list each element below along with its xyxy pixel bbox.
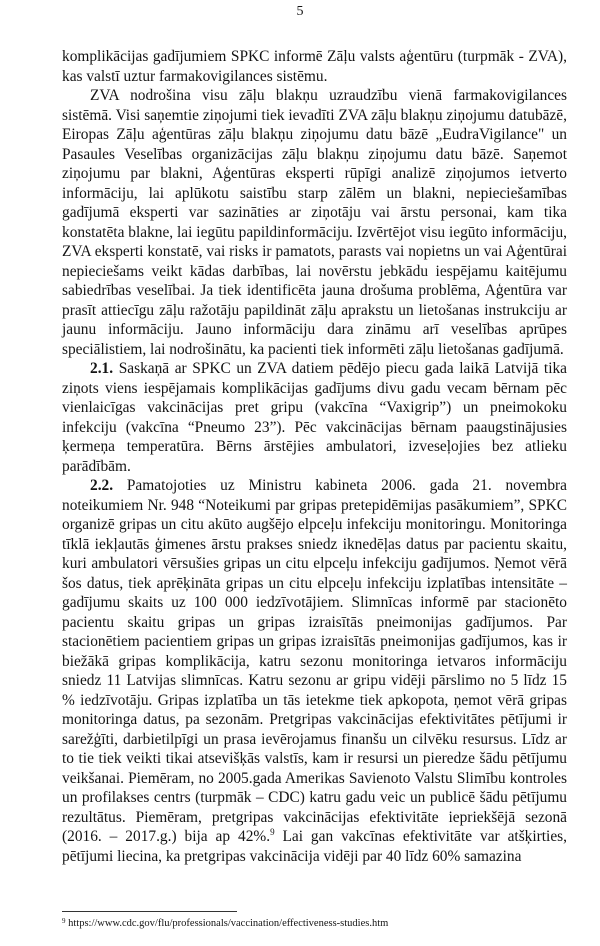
paragraph-2-1-text: Saskaņā ar SPKC un ZVA datiem pēdējo piecu gada laikā Latvijā tika ziņots viens iespējamais komplikācijas gadījums divu gadu vecam bērnam pēc vienlaicīgas vakcinācijas pret gripu (vakcīna “Vaxigrip”) un pneimokoku infekciju (vakcīna “Pneumo 23”). Pēc vakcinācijas bērnam paaugstinājusies ķermeņa temperatūra. Bērns ārstējies ambulatori, izveseļojies bez atlieku parādībām.: [62, 360, 567, 475]
footnote-url[interactable]: https://www.cdc.gov/flu/professionals/vaccination/effectiveness-studies.htm: [65, 918, 389, 929]
paragraph-2-2: [62, 476, 567, 866]
footnote-mark: 9: [62, 917, 66, 925]
paragraph-2: ZVA nodrošina visu zāļu blakņu uzraudzību vienā farmakovigilances sistēmā. Visi saņemtie ziņojumi tiek ievadīti ZVA zāļu blakņu ziņojumu datubāzē, Eiropas Zāļu aģentūras zāļu blakņu ziņojumu datu bāzē „EudraVigilance" un Pasaules Veselības organizācijas zāļu blakņu ziņojumu datu bāzē. Saņemot ziņojumu par blakni, Aģentūras eksperti rūpīgi analizē ziņojumos ietverto informāciju, lai aplūkotu saistību starp zālēm un blakni, nepieciešamības gadījumā eksperti var sazināties ar ziņotāju vai ārstu personai, kam tika konstatēta blakne, lai iegūtu papildinformāciju. Izvērtējot visu iegūto informāciju, ZVA eksperti konstatē, vai risks ir pamatots, parasts vai nopietns un vai Aģentūrai nepieciešams veikt kādas darbības, lai novērstu jebkādu iespējamu kaitējumu sabiedrības veselībai. Ja tiek identificēta jauna drošuma problēma, Aģentūra var prasīt attiecīgu zāļu ražotāju papildināt zāļu aprakstu un lietošanas instrukciju ar jaunu informāciju. Jauno informāciju dara zināmu arī veselības aprūpes speciālistiem, lai nodrošinātu, ka pacienti tiek informēti zāļu lietošanas gadījumā.: [62, 87, 567, 358]
section-number-2-2: 2.2.: [90, 477, 114, 494]
paragraph-2-2-text: Pamatojoties uz Ministru kabineta 2006. gada 21. novembra noteikumiem Nr. 948 “Noteikumi par gripas pretepidēmijas pasākumiem”, SPKC organizē gripas un citu akūto augšējo elpceļu infekciju monitoringu. Monitoringa tīklā iekļautās ģimenes ārstu prakses sniedz iknedēļas datus par pacientu skaitu, kuri ambulatori vērsušies gripas un citu elpceļu infekciju gadījumos. Ņemot vērā šos datus, tiek aprēķināta gripas un citu elpceļu infekciju izplatības intensitāte – gadījumu skaits uz 100 000 iedzīvotājiem. Slimnīcas informē par stacionēto pacientu skaitu gripas un gripas izraisītās pneimonijas gadījumos. Par stacionētiem pacientiem gripas un gripas izraisītās pneimonijas gadījumos, kas ir biežākā gripas komplikācija, katru sezonu monitoringa ietvaros informāciju sniedz 11 Latvijas slimnīcas. Katru sezonu ar gripu vidēji pārslimo no 5 līdz 15 % iedzīvotāju. Gripas izplatība un tās ietekme tiek apkopota, ņemot vērā gripas monitoringa datus, pa sezonām. Pretgripas vakcinācijas efektivitātes pētījumi ir sarežģīti, darbietilpīgi un prasa ievērojamus finanšu un cilvēku resursus. Līdz ar to tie tiek veikti tikai atsevišķās valstīs, kam ir resursi un pieredze šādu pētījumu veikšanai. Piemēram, no 2005.gada Amerikas Savienoto Valstu Slimību kontroles un profilakses centrs (turpmāk – CDC) katru gadu veic un publicē šādu pētījumu rezultātus. Piemēram, pretgripas vakcinācijas efektivitāte iepriekšējā sezonā (2016. – 2017.g.) bija ap 42%.: [62, 477, 567, 845]
footnote: [62, 917, 582, 930]
paragraph-2-1: [62, 359, 567, 476]
footnote-reference: 9: [270, 827, 275, 837]
paragraph-2-2-tail: Lai gan vakcīnas efektivitāte var atšķirties, pētījumi liecina, ka pretgripas vakcinācija vidēji par 40 līdz 60% samazina: [62, 828, 567, 865]
paragraph-1: komplikācijas gadījumiem SPKC informē Zāļu valsts aģentūru (turpmāk - ZVA), kas valstī uztur farmakovigilances sistēmu.: [62, 48, 567, 85]
section-number-2-1: 2.1.: [90, 360, 114, 377]
page-number: 5: [296, 4, 304, 19]
footnote-divider: [62, 911, 237, 912]
body-text: [62, 47, 567, 866]
